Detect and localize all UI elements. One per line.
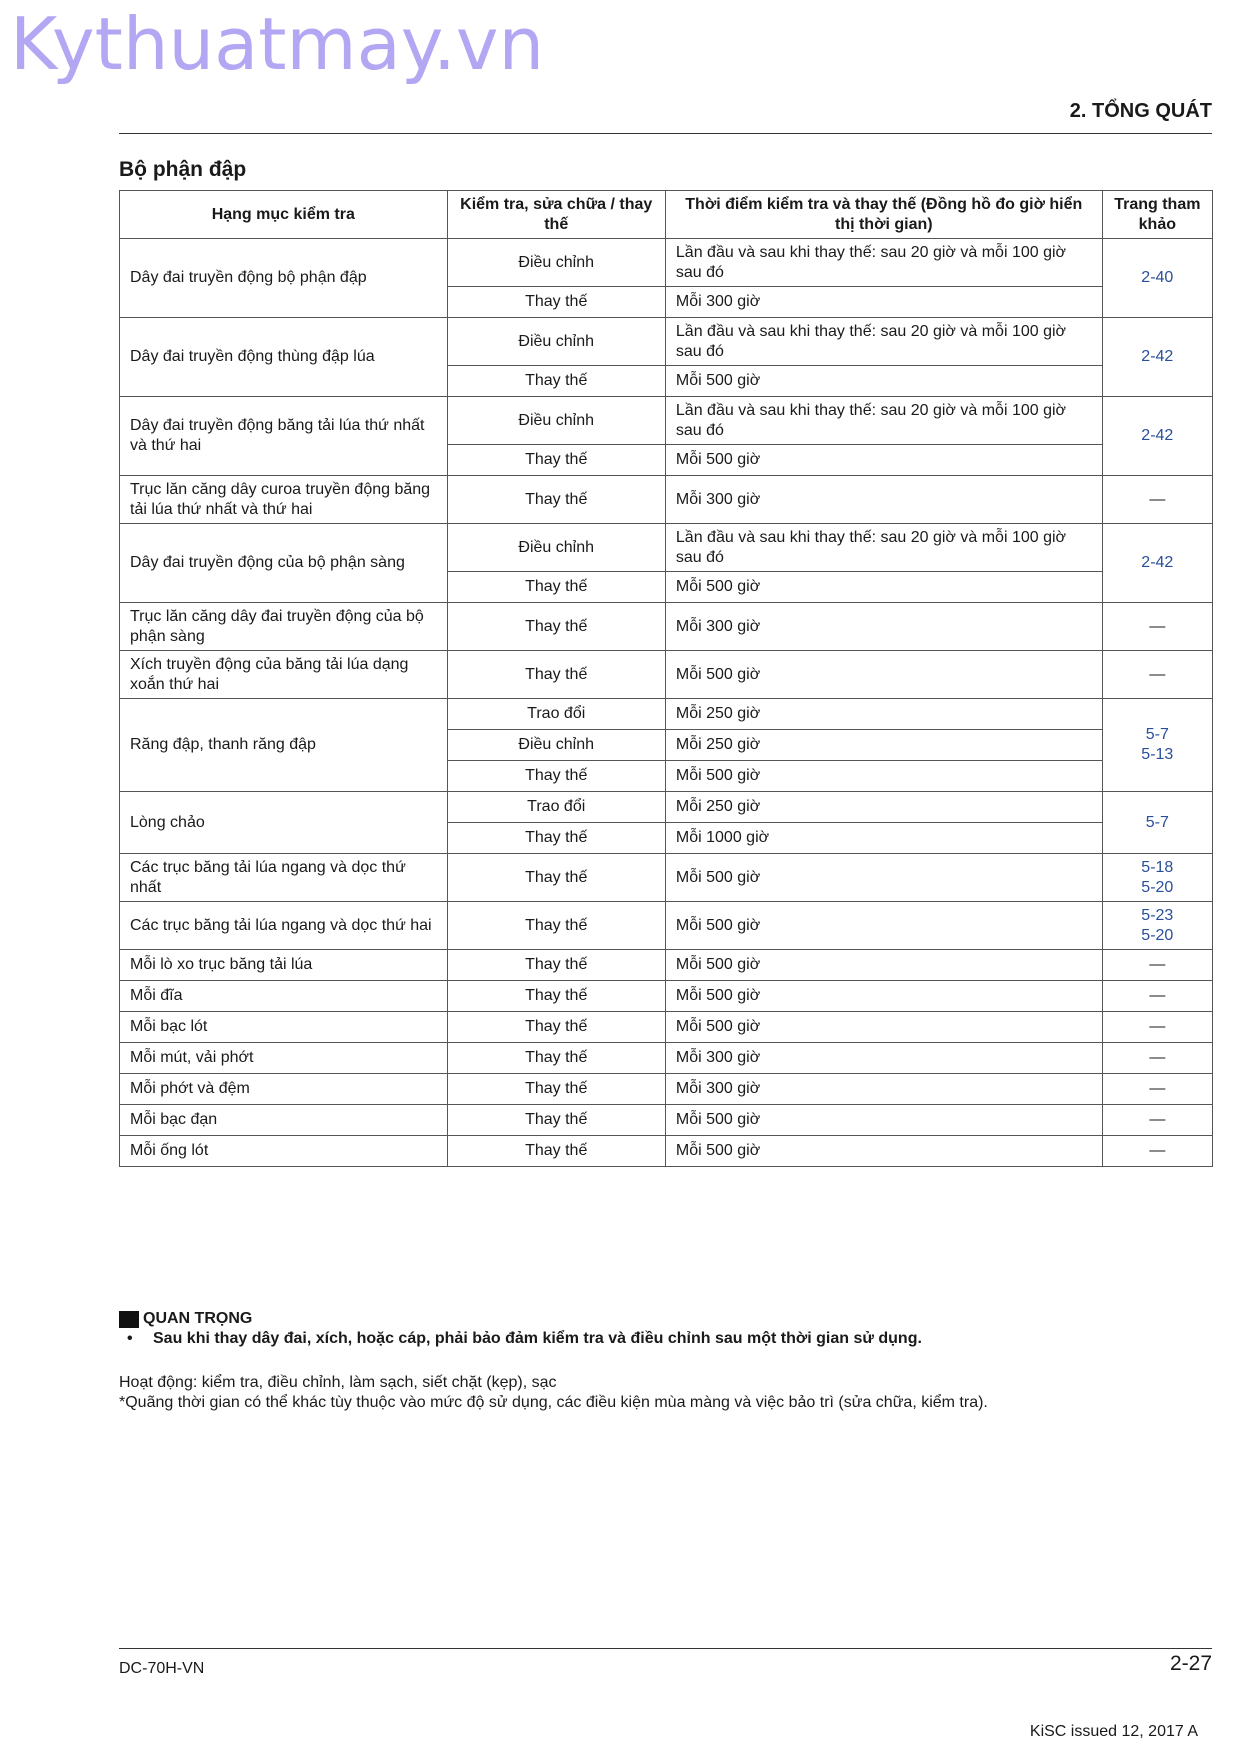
table-row <box>120 476 1213 524</box>
inspection-item: Các trục băng tải lúa ngang và dọc thứ hai <box>120 902 448 950</box>
action-cell: Thay thế <box>447 823 665 854</box>
table-row <box>120 950 1213 981</box>
action-cell: Điều chỉnh <box>447 239 665 287</box>
table-row <box>120 981 1213 1012</box>
inspection-item: Răng đập, thanh răng đập <box>120 699 448 792</box>
header-item: Hạng mục kiểm tra <box>120 191 448 239</box>
header-reference: Trang tham khảo <box>1102 191 1212 239</box>
inspection-item: Lòng chảo <box>120 792 448 854</box>
reference-none: — <box>1102 1074 1212 1105</box>
table-row <box>120 1136 1213 1167</box>
table-row <box>120 397 1213 445</box>
timing-cell: Mỗi 500 giờ <box>665 1012 1102 1043</box>
table-row <box>120 699 1213 730</box>
inspection-item: Mỗi phớt và đệm <box>120 1074 448 1105</box>
inspection-item: Mỗi bạc lót <box>120 1012 448 1043</box>
inspection-item: Dây đai truyền động bộ phận đập <box>120 239 448 318</box>
action-cell: Thay thế <box>447 476 665 524</box>
note-operations: Hoạt động: kiểm tra, điều chỉnh, làm sạch, siết chặt (kẹp), sạc <box>119 1374 557 1391</box>
table-row <box>120 318 1213 366</box>
inspection-item: Các trục băng tải lúa ngang và dọc thứ nhất <box>120 854 448 902</box>
footer-divider <box>119 1648 1212 1649</box>
reference-page[interactable]: 2-42 <box>1102 318 1212 397</box>
inspection-item: Xích truyền động của băng tải lúa dạng xoắn thứ hai <box>120 651 448 699</box>
action-cell: Thay thế <box>447 981 665 1012</box>
action-cell: Thay thế <box>447 287 665 318</box>
reference-page[interactable]: 2-42 <box>1102 524 1212 603</box>
action-cell: Thay thế <box>447 1012 665 1043</box>
important-note <box>119 1310 922 1348</box>
table-row <box>120 1012 1213 1043</box>
reference-none: — <box>1102 476 1212 524</box>
page-title: Bộ phận đập <box>119 158 247 181</box>
header-divider <box>119 133 1212 134</box>
action-cell: Thay thế <box>447 1136 665 1167</box>
timing-cell: Mỗi 500 giờ <box>665 1136 1102 1167</box>
inspection-item: Dây đai truyền động băng tải lúa thứ nhất và thứ hai <box>120 397 448 476</box>
action-cell: Thay thế <box>447 603 665 651</box>
table-row <box>120 239 1213 287</box>
action-cell: Thay thế <box>447 761 665 792</box>
action-cell: Điều chỉnh <box>447 524 665 572</box>
action-cell: Trao đổi <box>447 699 665 730</box>
action-cell: Thay thế <box>447 651 665 699</box>
reference-page[interactable]: 2-42 <box>1102 397 1212 476</box>
notes <box>119 1373 988 1413</box>
table-header-row <box>120 191 1213 239</box>
page-number: 2-27 <box>1169 1652 1212 1675</box>
reference-none: — <box>1102 1136 1212 1167</box>
timing-cell: Mỗi 500 giờ <box>665 651 1102 699</box>
timing-cell: Mỗi 500 giờ <box>665 1105 1102 1136</box>
watermark: Kythuatmay.vn <box>10 2 545 86</box>
action-cell: Thay thế <box>447 572 665 603</box>
timing-cell: Mỗi 500 giờ <box>665 902 1102 950</box>
important-bullet <box>119 1330 922 1348</box>
table-row <box>120 603 1213 651</box>
table-row <box>120 1043 1213 1074</box>
table-row <box>120 651 1213 699</box>
bullet-icon: • <box>127 1330 133 1347</box>
inspection-item: Dây đai truyền động của bộ phận sàng <box>120 524 448 603</box>
reference-page[interactable]: 2-40 <box>1102 239 1212 318</box>
inspection-item: Trục lăn căng dây đai truyền động của bộ phận sàng <box>120 603 448 651</box>
table-row <box>120 792 1213 823</box>
inspection-item: Dây đai truyền động thùng đập lúa <box>120 318 448 397</box>
timing-cell: Mỗi 300 giờ <box>665 1074 1102 1105</box>
reference-page[interactable]: 5-18 5-20 <box>1102 854 1212 902</box>
reference-none: — <box>1102 651 1212 699</box>
reference-none: — <box>1102 1105 1212 1136</box>
reference-page[interactable]: 5-7 5-13 <box>1102 699 1212 792</box>
table-row <box>120 854 1213 902</box>
action-cell: Thay thế <box>447 445 665 476</box>
timing-cell: Mỗi 500 giờ <box>665 854 1102 902</box>
reference-page[interactable]: 5-23 5-20 <box>1102 902 1212 950</box>
table-body <box>120 239 1213 1167</box>
black-square-icon <box>119 1311 139 1328</box>
timing-cell: Lần đầu và sau khi thay thế: sau 20 giờ và mỗi 100 giờ sau đó <box>665 239 1102 287</box>
inspection-item: Mỗi ống lót <box>120 1136 448 1167</box>
header-action: Kiểm tra, sửa chữa / thay thế <box>447 191 665 239</box>
action-cell: Thay thế <box>447 950 665 981</box>
timing-cell: Mỗi 300 giờ <box>665 1043 1102 1074</box>
action-cell: Trao đổi <box>447 792 665 823</box>
inspection-item: Trục lăn căng dây curoa truyền động băng tải lúa thứ nhất và thứ hai <box>120 476 448 524</box>
timing-cell: Mỗi 300 giờ <box>665 476 1102 524</box>
timing-cell: Mỗi 300 giờ <box>665 603 1102 651</box>
action-cell: Điều chỉnh <box>447 318 665 366</box>
reference-none: — <box>1102 950 1212 981</box>
inspection-item: Mỗi bạc đạn <box>120 1105 448 1136</box>
inspection-item: Mỗi mút, vải phớt <box>120 1043 448 1074</box>
important-title <box>119 1310 922 1328</box>
important-bullet-text: Sau khi thay dây đai, xích, hoặc cáp, phải bảo đảm kiểm tra và điều chỉnh sau một thời gian sử dụng. <box>153 1330 922 1347</box>
table-row <box>120 524 1213 572</box>
timing-cell: Lần đầu và sau khi thay thế: sau 20 giờ và mỗi 100 giờ sau đó <box>665 397 1102 445</box>
timing-cell: Mỗi 250 giờ <box>665 792 1102 823</box>
timing-cell: Lần đầu và sau khi thay thế: sau 20 giờ và mỗi 100 giờ sau đó <box>665 524 1102 572</box>
reference-none: — <box>1102 1043 1212 1074</box>
maintenance-table <box>119 190 1213 1167</box>
reference-none: — <box>1102 603 1212 651</box>
reference-none: — <box>1102 1012 1212 1043</box>
footer-model: DC-70H-VN <box>119 1660 205 1677</box>
inspection-item: Mỗi đĩa <box>120 981 448 1012</box>
table-row <box>120 1105 1213 1136</box>
table-row <box>120 1074 1213 1105</box>
timing-cell: Mỗi 500 giờ <box>665 366 1102 397</box>
timing-cell: Lần đầu và sau khi thay thế: sau 20 giờ và mỗi 100 giờ sau đó <box>665 318 1102 366</box>
timing-cell: Mỗi 500 giờ <box>665 950 1102 981</box>
reference-none: — <box>1102 981 1212 1012</box>
action-cell: Thay thế <box>447 1105 665 1136</box>
inspection-item: Mỗi lò xo trục băng tải lúa <box>120 950 448 981</box>
section-header: 2. TỔNG QUÁT <box>1069 100 1212 122</box>
action-cell: Thay thế <box>447 854 665 902</box>
table-row <box>120 902 1213 950</box>
action-cell: Thay thế <box>447 902 665 950</box>
header-timing: Thời điểm kiểm tra và thay thế (Đồng hồ đo giờ hiển thị thời gian) <box>665 191 1102 239</box>
action-cell: Thay thế <box>447 366 665 397</box>
issued-label: KiSC issued 12, 2017 A <box>1029 1723 1198 1740</box>
timing-cell: Mỗi 500 giờ <box>665 572 1102 603</box>
action-cell: Điều chỉnh <box>447 397 665 445</box>
timing-cell: Mỗi 1000 giờ <box>665 823 1102 854</box>
note-interval: *Quãng thời gian có thể khác tùy thuộc vào mức độ sử dụng, các điều kiện mùa màng và việc bảo trì (sửa chữa, kiểm tra). <box>119 1394 988 1411</box>
timing-cell: Mỗi 250 giờ <box>665 699 1102 730</box>
action-cell: Thay thế <box>447 1043 665 1074</box>
timing-cell: Mỗi 250 giờ <box>665 730 1102 761</box>
important-label: QUAN TRỌNG <box>143 1310 253 1327</box>
reference-page[interactable]: 5-7 <box>1102 792 1212 854</box>
timing-cell: Mỗi 300 giờ <box>665 287 1102 318</box>
timing-cell: Mỗi 500 giờ <box>665 445 1102 476</box>
timing-cell: Mỗi 500 giờ <box>665 981 1102 1012</box>
action-cell: Thay thế <box>447 1074 665 1105</box>
timing-cell: Mỗi 500 giờ <box>665 761 1102 792</box>
action-cell: Điều chỉnh <box>447 730 665 761</box>
